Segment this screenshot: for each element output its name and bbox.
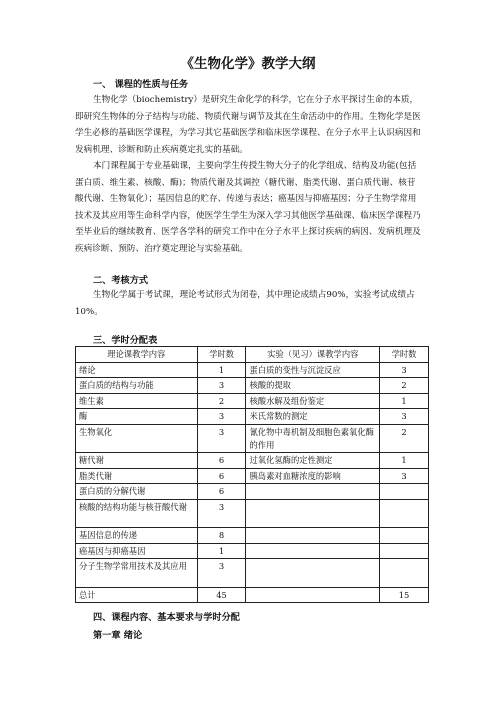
section2-paragraph: 生物化学属于考试课，理论考试形式为闭卷，其中理论成绩占90%，实验考试成绩占10%。 [75, 290, 415, 317]
theory-hours-cell: 6 [197, 453, 246, 469]
lab-content-cell: 核酸的提取 [246, 378, 380, 394]
theory-content-cell: 癌基因与抑癌基因 [76, 543, 198, 559]
theory-content-cell: 维生素 [76, 393, 198, 409]
table-row [76, 528, 429, 544]
lab-content-cell [246, 559, 380, 587]
section1-paragraph-2: 本门课程属于专业基础课，主要向学生传授生物大分子的化学组成、结构及功能(包括蛋白质、维生素、核酸、酶)；物质代谢及其调控（糖代谢、脂类代谢、蛋白质代谢、核苷酸代谢、生物氧化）；基因信息的贮存、传递与表达；癌基因与抑癌基因；分子生物学常用技术及其应用等生命科学内容，使医学生学生为深入学习其他医学基础课、临床医学课程乃至毕业后的继续教育、医学各学科的研究工作中在分子水平上探讨疾病的病因、发病机理及疾病诊断、预防、治疗奠定理论与实验基础。 [75, 161, 421, 254]
lab-content-cell: 胰岛素对血糖浓度的影响 [246, 468, 380, 484]
lab-hours-cell: 1 [380, 453, 429, 469]
lab-hours-cell: 1 [380, 393, 429, 409]
lab-content-cell [246, 499, 380, 527]
table-row [76, 499, 429, 527]
theory-hours-cell: 8 [197, 528, 246, 544]
lab-content-cell [246, 587, 380, 603]
table-row [76, 409, 429, 425]
theory-content-cell: 糖代谢 [76, 453, 198, 469]
lab-hours-cell: 15 [380, 587, 429, 603]
theory-hours-cell: 3 [197, 499, 246, 527]
lab-hours-cell: 2 [380, 424, 429, 452]
table-row [76, 587, 429, 603]
lab-hours-cell [380, 484, 429, 500]
theory-content-cell: 酶 [76, 409, 198, 425]
lab-content-cell: 氰化物中毒机制及细胞色素氧化酶的作用 [246, 424, 380, 452]
theory-hours-cell: 3 [197, 424, 246, 452]
theory-hours-cell: 3 [197, 559, 246, 587]
theory-hours-cell: 3 [197, 409, 246, 425]
chapter-heading: 第一章 绪论 [93, 630, 143, 641]
lab-hours-cell: 3 [380, 468, 429, 484]
theory-content-cell: 蛋白质的分解代谢 [76, 484, 198, 500]
lab-content-cell: 米氏常数的测定 [246, 409, 380, 425]
hours-allocation-table [75, 346, 429, 603]
lab-content-cell [246, 543, 380, 559]
lab-hours-cell: 3 [380, 409, 429, 425]
table-row [76, 378, 429, 394]
section4-heading: 四、课程内容、基本要求与学时分配 [93, 612, 240, 623]
theory-content-cell: 基因信息的传递 [76, 528, 198, 544]
lab-content-cell [246, 484, 380, 500]
section1-heading: 一、 课程的性质与任务 [93, 79, 189, 90]
lab-hours-cell [380, 559, 429, 587]
lab-content-cell: 过氧化氢酶的定性测定 [246, 453, 380, 469]
table-row [76, 393, 429, 409]
theory-content-cell: 核酸的结构功能与核苷酸代谢 [76, 499, 198, 527]
theory-content-cell: 总计 [76, 587, 198, 603]
table-row [76, 543, 429, 559]
header-theory-content: 理论课教学内容 [76, 347, 198, 363]
lab-content-cell: 蛋白质的变性与沉淀反应 [246, 362, 380, 378]
section3-heading: 三、学时分配表 [93, 335, 158, 346]
lab-content-cell [246, 528, 380, 544]
lab-content-cell: 核酸水解及组份鉴定 [246, 393, 380, 409]
table-row [76, 424, 429, 452]
document-title: 《生物化学》教学大纲 [180, 56, 316, 72]
theory-hours-cell: 1 [197, 362, 246, 378]
header-lab-content: 实验（见习）课教学内容 [246, 347, 380, 363]
table-row [76, 484, 429, 500]
theory-content-cell: 分子生物学常用技术及其应用 [76, 559, 198, 587]
table-row [76, 559, 429, 587]
lab-hours-cell [380, 499, 429, 527]
theory-content-cell: 生物氧化 [76, 424, 198, 452]
theory-content-cell: 蛋白质的结构与功能 [76, 378, 198, 394]
theory-content-cell: 绪论 [76, 362, 198, 378]
theory-hours-cell: 45 [197, 587, 246, 603]
lab-hours-cell: 2 [380, 378, 429, 394]
table-row [76, 453, 429, 469]
header-theory-hours: 学时数 [197, 347, 246, 363]
theory-content-cell: 脂类代谢 [76, 468, 198, 484]
lab-hours-cell [380, 528, 429, 544]
lab-hours-cell [380, 543, 429, 559]
theory-hours-cell: 1 [197, 543, 246, 559]
theory-hours-cell: 6 [197, 468, 246, 484]
table-header-row [76, 347, 429, 363]
theory-hours-cell: 2 [197, 393, 246, 409]
lab-hours-cell: 3 [380, 362, 429, 378]
theory-hours-cell: 3 [197, 378, 246, 394]
section1-paragraph-1: 生物化学（biochemistry）是研究生命化学的科学，它在分子水平探讨生命的本质，即研究生物体的分子结构与功能、物质代谢与调节及其在生命活动中的作用。生物化学是医学生必修的基础医学课程，为学习其它基础医学和临床医学课程、在分子水平上认识病因和发病机理、诊断和防止疾病奠定扎实的基础。 [75, 95, 421, 155]
section2-heading: 二、考核方式 [93, 275, 149, 286]
table-row [76, 468, 429, 484]
table-row [76, 362, 429, 378]
header-lab-hours: 学时数 [380, 347, 429, 363]
theory-hours-cell: 6 [197, 484, 246, 500]
